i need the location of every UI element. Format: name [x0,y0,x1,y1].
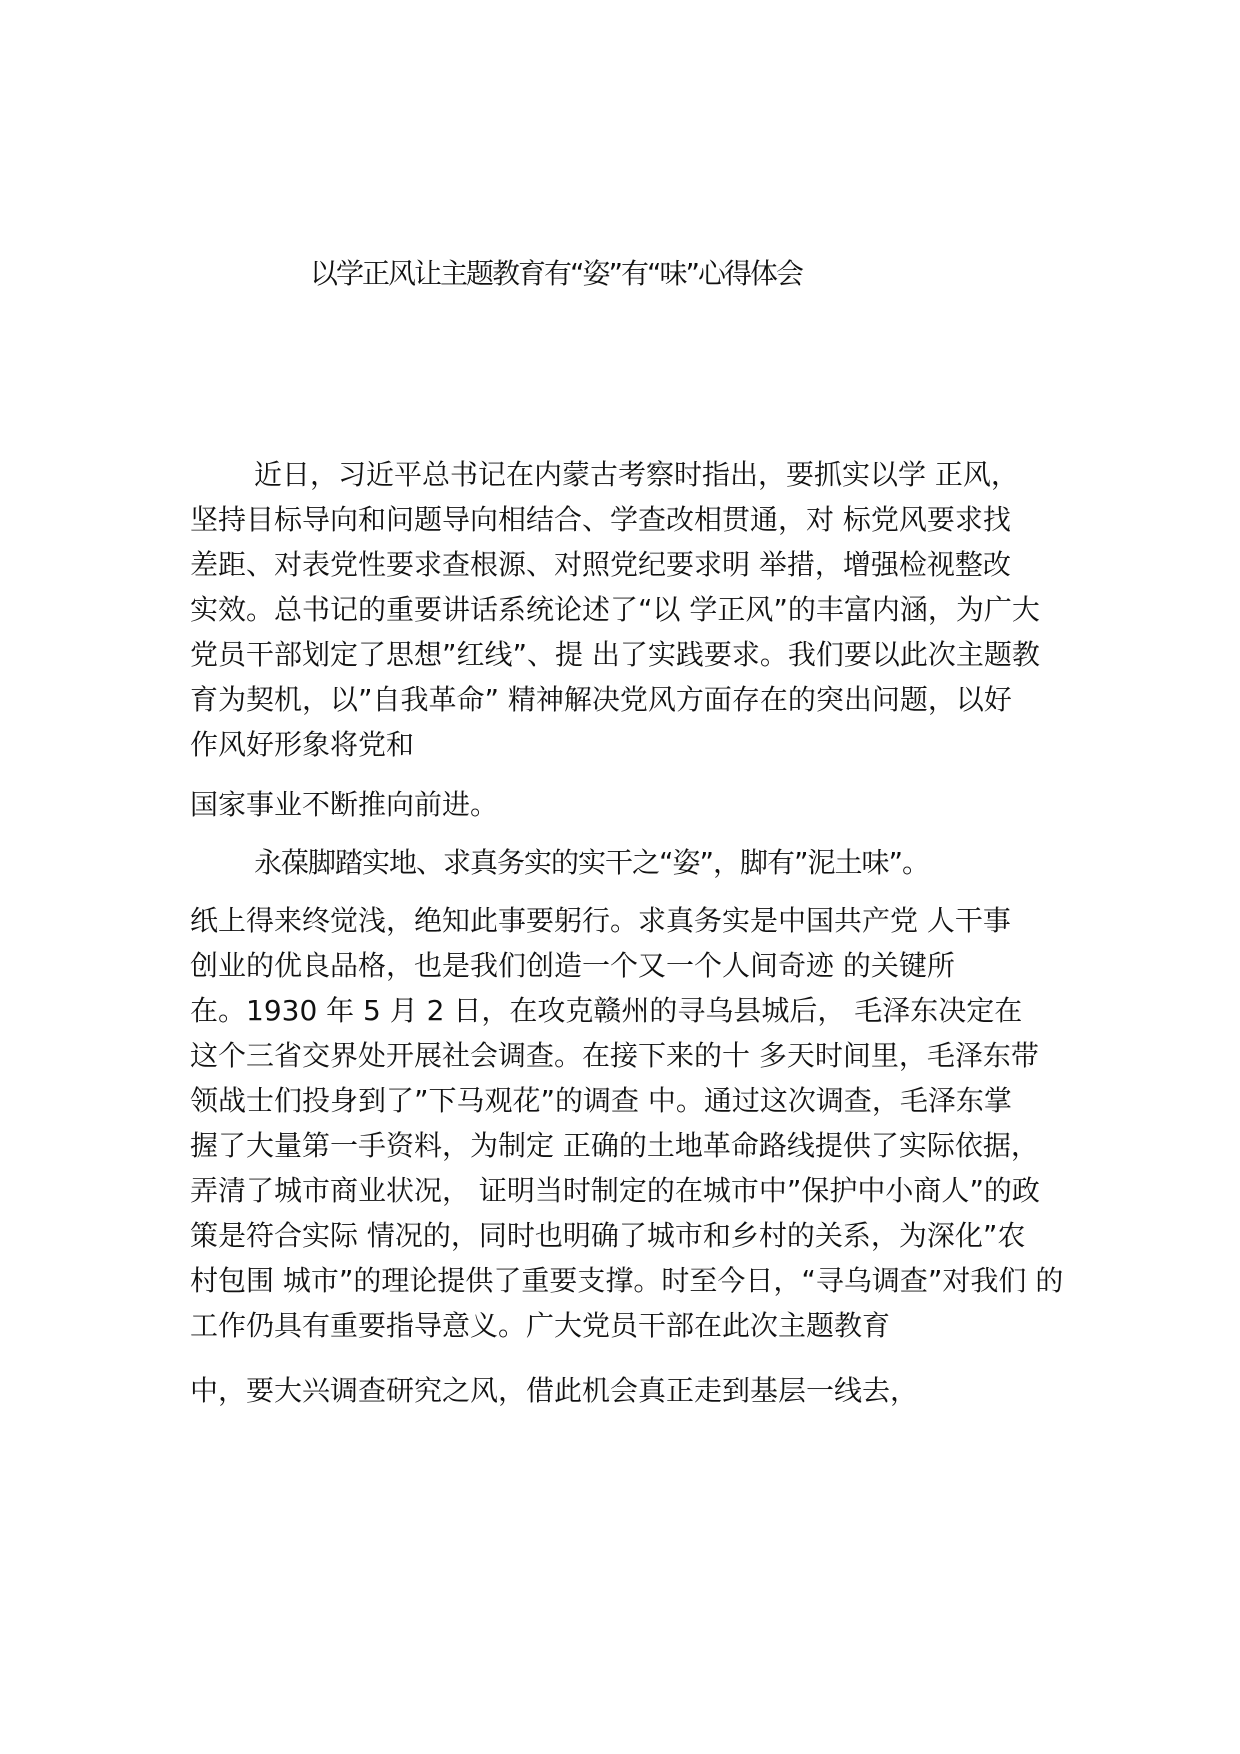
section-heading [190,840,1070,885]
paragraph-line: 村包围 城市”的理论提供了重要支撑。时至今日，“寻乌调查”对我们 的 [190,1264,1064,1297]
paragraph-line: 坚持目标导向和问题导向相结合、学查改相贯通，对 标党风要求找 [190,503,1011,536]
paragraph-2 [190,898,1070,1348]
paragraph-line: 工作仍具有重要指导意义。广大党员干部在此次主题教育 [190,1309,891,1342]
document-title: 以学正风让主题教育有“姿”有“味”心得体会 [310,257,803,290]
paragraph-line: 策是符合实际 情况的，同时也明确了城市和乡村的关系，为深化”农 [190,1219,1026,1252]
paragraph-line: 纸上得来终觉浅，绝知此事要躬行。求真务实是中国共产党 人干事 [190,904,1011,937]
paragraph-line: 弄清了城市商业状况， 证明当时制定的在城市中”保护中小商人”的政 [190,1174,1040,1207]
paragraph-line: 国家事业不断推向前进。 [190,788,499,821]
paragraph-line: 创业的优良品格，也是我们创造一个又一个人间奇迹 的关键所 [190,949,955,982]
paragraph-line: 领战士们投身到了”下马观花”的调查 中。通过这次调查，毛泽东掌 [190,1084,1012,1117]
paragraph-line: 作风好形象将党和 [190,728,415,761]
section-heading-text: 永葆脚踏实地、求真务实的实干之“姿”，脚有”泥土味”。 [254,846,930,879]
paragraph-line: 实效。总书记的重要讲话系统论述了“以 学正风”的丰富内涵，为广大 [190,593,1040,626]
paragraph-1-tail [190,782,1070,827]
paragraph-line: 育为契机，以”自我革命” 精神解决党风方面存在的突出问题，以好 [190,683,1012,716]
paragraph-line: 这个三省交界处开展社会调查。在接下来的十 多天时间里，毛泽东带 [190,1039,1039,1072]
paragraph-2-tail [190,1368,1070,1413]
paragraph-line: 近日，习近平总书记在内蒙古考察时指出，要抓实以学 正风， [254,458,1019,491]
paragraph-line: 在。1930 年 5 月 2 日，在攻克赣州的寻乌县城后， 毛泽东决定在 [190,994,1023,1027]
paragraph-line: 中，要大兴调查研究之风，借此机会真正走到基层一线去， [190,1374,919,1407]
paragraph-line: 差距、对表党性要求查根源、对照党纪要求明 举措，增强检视整改 [190,548,1011,581]
paragraph-line: 党员干部划定了思想”红线”、提 出了实践要求。我们要以此次主题教 [190,638,1040,671]
paragraph-line: 握了大量第一手资料，为制定 正确的土地革命路线提供了实际依据， [190,1129,1039,1162]
paragraph-1 [190,452,1070,767]
